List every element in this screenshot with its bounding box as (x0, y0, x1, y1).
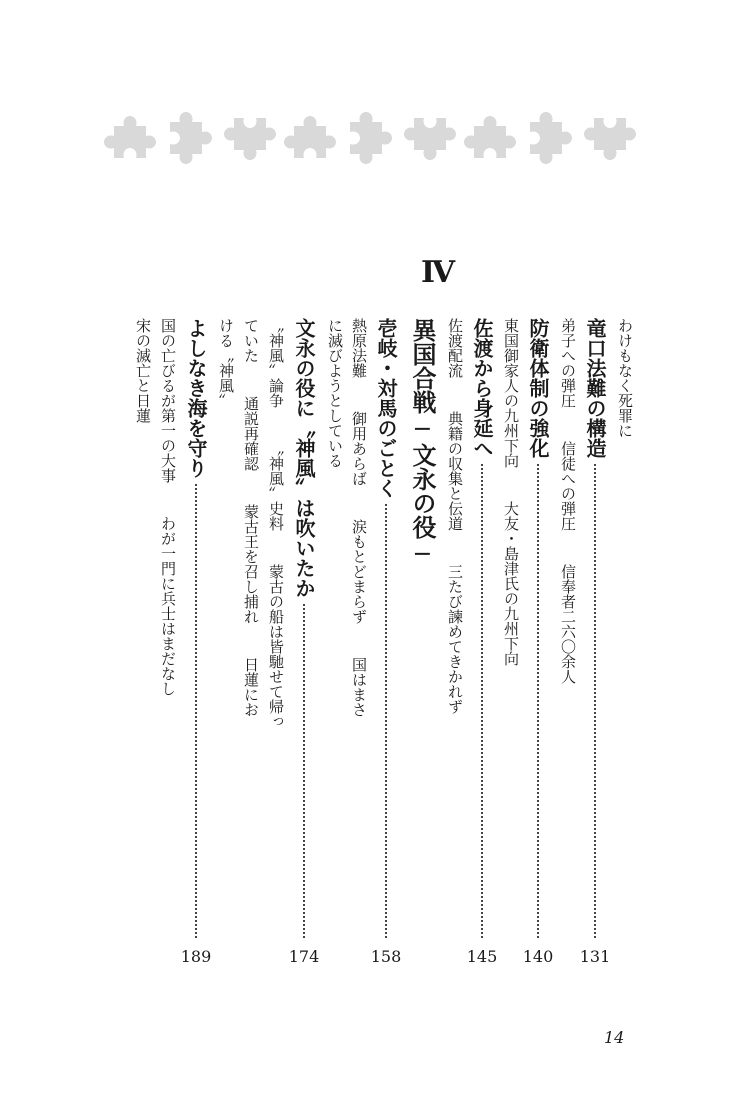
toc-chapter-heading[interactable] (585, 318, 605, 938)
page-number: 140 (522, 947, 554, 966)
puzzle-piece-icon (340, 108, 400, 168)
puzzle-piece-icon (220, 108, 280, 168)
toc-subtopic: 宋の滅亡と日蓮 (134, 318, 152, 423)
toc-subtopic: 熱原法難御用あらば涙もとどまらず国はまさ (350, 318, 368, 717)
dot-leader (303, 604, 306, 938)
puzzle-piece-icon (460, 108, 520, 168)
puzzle-piece-icon (520, 108, 580, 168)
toc-chapter-heading[interactable] (294, 318, 314, 938)
page-number: 189 (180, 947, 212, 966)
dot-leader (594, 464, 597, 938)
toc-chapter-heading[interactable] (472, 318, 492, 938)
puzzle-piece-icon (280, 108, 340, 168)
chapter-title: よしなき海を守り (184, 318, 208, 478)
puzzle-piece-icon (160, 108, 220, 168)
toc-subtopic: ていた通説再確認蒙古王を召し捕れ日蓮にお (242, 318, 260, 717)
toc-chapter-heading[interactable] (376, 318, 396, 938)
page-number: 158 (370, 947, 402, 966)
puzzle-piece-icon (580, 108, 640, 168)
part-numeral: Ⅳ (420, 255, 456, 290)
toc-subtopic: 佐渡配流典籍の収集と伝道三たび諫めてきかれず (446, 318, 464, 714)
toc-subtopic: 〝神風〟論争〝神風〟史料蒙古の船は皆馳せて帰っ (267, 318, 285, 729)
chapter-title: 佐渡から身延へ (470, 318, 494, 458)
toc-subtopic: 弟子への弾圧信徒への弾圧信奉者二六〇余人 (559, 318, 577, 684)
toc-subtopic: 東国御家人の九州下向大友・島津氏の九州下向 (502, 318, 520, 666)
toc-subtopic: わけもなく死罪に (616, 318, 634, 438)
puzzle-decoration (100, 108, 640, 168)
chapter-title: 壱岐・対馬のごとく (374, 318, 398, 498)
chapter-title: 竜口法難の構造 (583, 318, 607, 458)
page-number: 174 (288, 947, 320, 966)
chapter-title: 防衛体制の強化 (526, 318, 550, 458)
page-number: 145 (466, 947, 498, 966)
toc-subtopic: 国の亡びるが第一の大事わが一門に兵士はまだなし (159, 318, 177, 696)
toc-subtopic: に滅びようとしている (326, 318, 344, 468)
chapter-title: 文永の役に〝神風〟は吹いたか (292, 318, 316, 598)
puzzle-piece-icon (100, 108, 160, 168)
dot-leader (481, 464, 484, 938)
puzzle-piece-icon (400, 108, 460, 168)
dot-leader (537, 464, 540, 938)
page-number: 131 (579, 947, 611, 966)
dot-leader (195, 484, 198, 938)
folio-page-number: 14 (604, 1028, 625, 1047)
dot-leader (385, 504, 388, 938)
toc-chapter-heading[interactable] (528, 318, 548, 938)
toc-chapter-heading[interactable] (186, 318, 206, 938)
toc-subtopic: ける〝神風〟 (217, 318, 235, 408)
part-title: 異国合戦─文永の役─ (408, 318, 437, 568)
